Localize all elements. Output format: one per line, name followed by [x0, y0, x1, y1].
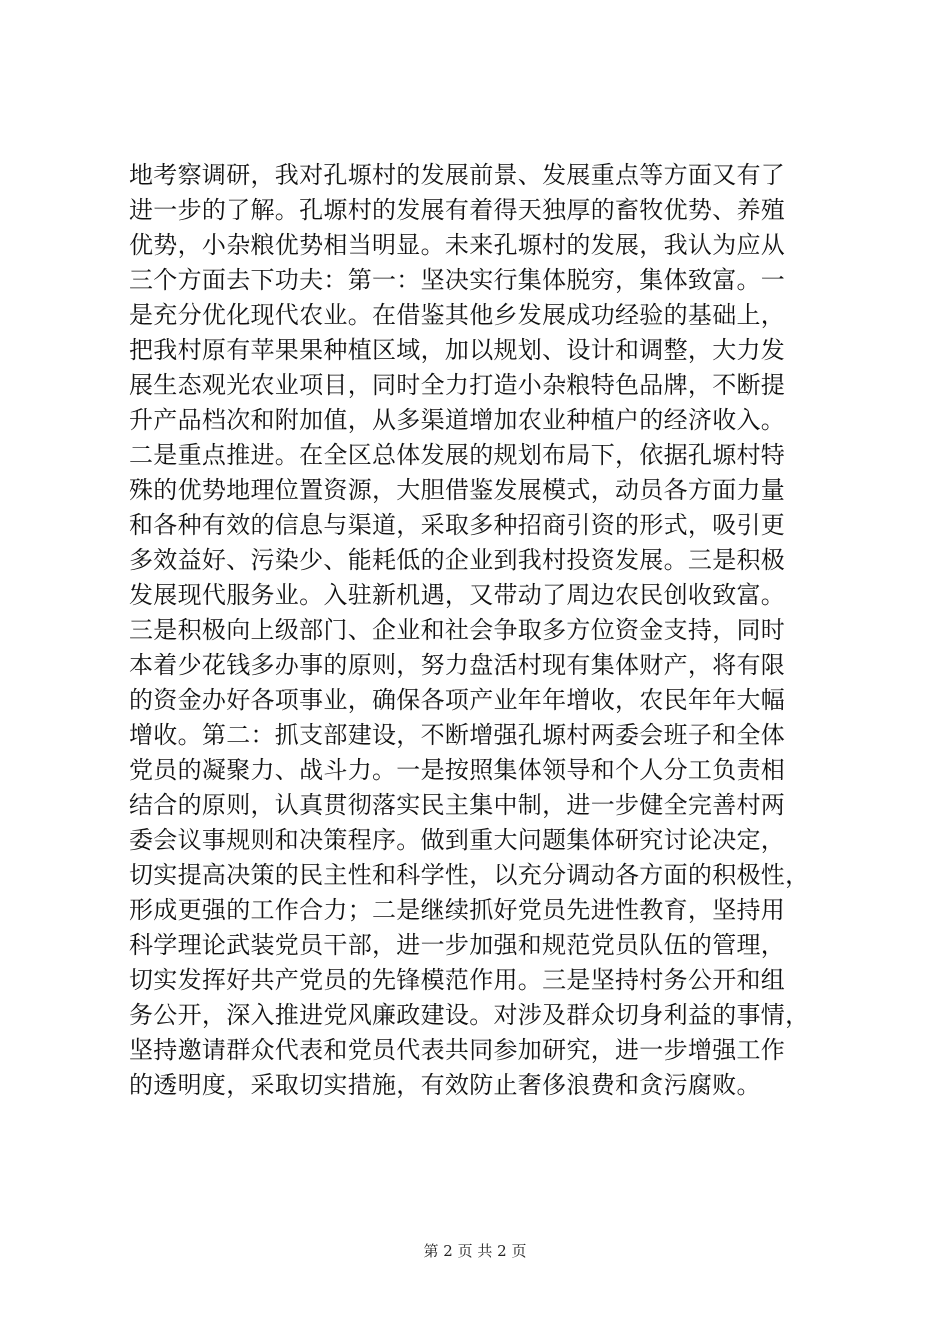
text-line: 三是积极向上级部门、企业和社会争取多方位资金支持，同时 — [129, 616, 786, 644]
text-line: 三个方面去下功夫：第一：坚决实行集体脱穷，集体致富。一 — [129, 266, 786, 294]
text-line: 委会议事规则和决策程序。做到重大问题集体研究讨论决定， — [129, 826, 786, 854]
text-line: 进一步的了解。孔塬村的发展有着得天独厚的畜牧优势、养殖 — [129, 196, 786, 224]
text-line: 科学理论武装党员干部，进一步加强和规范党员队伍的管理， — [129, 931, 786, 959]
text-line: 的透明度，采取切实措施，有效防止奢侈浪费和贪污腐败。 — [129, 1071, 761, 1099]
page-footer: 第 2 页 共 2 页 — [423, 1242, 527, 1260]
text-line: 升产品档次和附加值，从多渠道增加农业种植户的经济收入。 — [129, 406, 786, 434]
text-line: 把我村原有苹果果种植区域，加以规划、设计和调整，大力发 — [129, 336, 786, 364]
text-line: 是充分优化现代农业。在借鉴其他乡发展成功经验的基础上， — [129, 301, 786, 329]
text-line: 优势，小杂粮优势相当明显。未来孔塬村的发展，我认为应从 — [129, 231, 786, 259]
body-paragraph — [129, 158, 865, 1103]
text-line: 结合的原则，认真贯彻落实民主集中制，进一步健全完善村两 — [129, 791, 786, 819]
text-line: 切实发挥好共产党员的先锋模范作用。三是坚持村务公开和组 — [129, 966, 786, 994]
text-line: 增收。第二：抓支部建设，不断增强孔塬村两委会班子和全体 — [129, 721, 786, 749]
text-line: 二是重点推进。在全区总体发展的规划布局下，依据孔塬村特 — [129, 441, 786, 469]
text-line: 切实提高决策的民主性和科学性，以充分调动各方面的积极性， — [129, 861, 810, 889]
text-line: 本着少花钱多办事的原则，努力盘活村现有集体财产，将有限 — [129, 651, 786, 679]
text-line: 务公开，深入推进党风廉政建设。对涉及群众切身利益的事情， — [129, 1001, 810, 1029]
text-line: 的资金办好各项事业，确保各项产业年年增收，农民年年大幅 — [129, 686, 786, 714]
text-line: 多效益好、污染少、能耗低的企业到我村投资发展。三是积极 — [129, 546, 786, 574]
text-line: 坚持邀请群众代表和党员代表共同参加研究，进一步增强工作 — [129, 1036, 786, 1064]
text-line: 展生态观光农业项目，同时全力打造小杂粮特色品牌，不断提 — [129, 371, 786, 399]
text-line: 和各种有效的信息与渠道，采取多种招商引资的形式，吸引更 — [129, 511, 786, 539]
text-line: 形成更强的工作合力；二是继续抓好党员先进性教育，坚持用 — [129, 896, 786, 924]
text-line: 党员的凝聚力、战斗力。一是按照集体领导和个人分工负责相 — [129, 756, 786, 784]
text-line: 殊的优势地理位置资源，大胆借鉴发展模式，动员各方面力量 — [129, 476, 786, 504]
text-line: 发展现代服务业。入驻新机遇，又带动了周边农民创收致富。 — [129, 581, 786, 609]
text-line: 地考察调研，我对孔塬村的发展前景、发展重点等方面又有了 — [129, 161, 786, 189]
